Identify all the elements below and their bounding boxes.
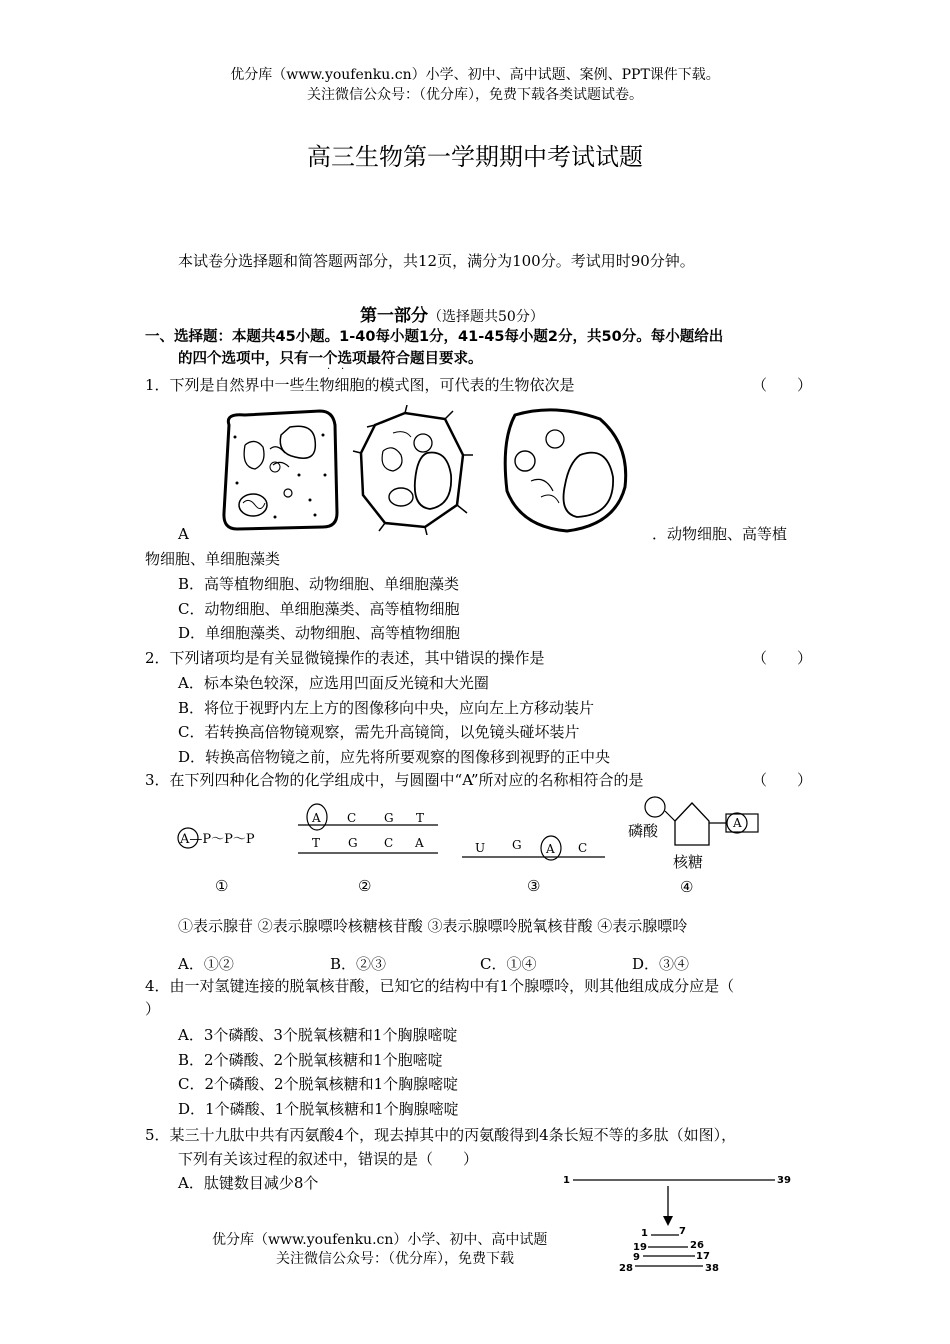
base-label: A (733, 816, 742, 830)
q1-option-a-letter: A (178, 525, 189, 543)
fig-label-4: ④ (680, 878, 694, 896)
plant-cell-figure (353, 405, 473, 535)
part-title: 第一部分 (360, 306, 428, 326)
footer-line-1: 优分库（www.youfenku.cn）小学、初中、高中试题 (212, 1232, 548, 1248)
q5-stem: 5．某三十九肽中共有丙氨酸4个，现去掉其中的丙氨酸得到4条长短不等的多肽（如图）， (145, 1126, 737, 1144)
piece-3-start: 9 (633, 1252, 640, 1263)
q5-option-a: A．肽键数目减少8个 (178, 1174, 319, 1192)
part-heading (360, 301, 544, 326)
dna-bottom-base: C (384, 836, 394, 850)
q3-notes: ①表示腺苷 ②表示腺嘌呤核糖核苷酸 ③表示腺嘌呤脱氧核苷酸 ④表示腺嘌呤 (178, 917, 688, 935)
dna-top-base: G (384, 811, 394, 825)
down-arrow-icon (663, 1216, 673, 1226)
atp-label: A—P～P～P (180, 832, 255, 847)
q5-stem-wrap: 下列有关该过程的叙述中，错误的是（ ） (178, 1150, 479, 1168)
q4-option-a: A．3个磷酸、3个脱氧核糖和1个胸腺嘧啶 (178, 1026, 458, 1044)
section-instruction-2: 的四个选项中，只有一个选项最符合题目要求。 (178, 351, 483, 367)
q1-option-d: D．单细胞藻类、动物细胞、高等植物细胞 (178, 624, 461, 642)
q2-option-a: A．标本染色较深，应选用凹面反光镜和大光圈 (178, 674, 489, 692)
footer-line-2: 关注微信公众号：（优分库），免费下载 (276, 1251, 514, 1267)
q4-option-b: B．2个磷酸、2个脱氧核糖和1个胞嘧啶 (178, 1051, 443, 1069)
q4-option-c: C．2个磷酸、2个脱氧核糖和1个胸腺嘧啶 (178, 1075, 459, 1093)
piece-1-start: 1 (641, 1228, 648, 1239)
q2-option-d: D．转换高倍物镜之前，应先将所要观察的图像移到视野的正中央 (178, 748, 611, 766)
q1-option-a-text: ．动物细胞、高等植 (652, 525, 788, 543)
q2-option-c: C．若转换高倍物镜观察，需先升高镜筒，以免镜头碰坏装片 (178, 723, 580, 741)
animal-cell-figure (224, 411, 337, 529)
q4-stem-wrap: ） (145, 1000, 161, 1018)
piece-4-start: 28 (619, 1263, 633, 1274)
ribose-pentagon (675, 803, 709, 845)
fig-label-1: ① (215, 877, 229, 895)
q1-answer-paren: （ ） (752, 376, 813, 394)
q1-option-b: B．高等植物细胞、动物细胞、单细胞藻类 (178, 575, 460, 593)
q1-option-c: C．动物细胞、单细胞藻类、高等植物细胞 (178, 600, 460, 618)
ribose-label: 核糖 (673, 853, 704, 871)
q2-stem: 2．下列诸项均是有关显微镜操作的表述，其中错误的操作是 (145, 649, 545, 667)
emphasis-dot: · (341, 364, 345, 375)
piece-3-end: 17 (696, 1251, 710, 1262)
rna-base: G (512, 838, 522, 852)
peptide-start: 1 (563, 1175, 570, 1186)
q2-answer-paren: （ ） (752, 649, 813, 667)
dna-bottom-base: A (415, 836, 424, 850)
q3-stem: 3．在下列四种化合物的化学组成中，与圆圈中“A”所对应的名称相符合的是 (145, 771, 644, 789)
piece-2-end: 26 (690, 1240, 704, 1251)
piece-2-start: 19 (633, 1242, 647, 1253)
dna-top-base: C (347, 811, 357, 825)
q1-cell-figures (215, 405, 635, 535)
dna-top-base: T (416, 811, 425, 825)
alga-cell-figure (505, 410, 626, 531)
part-subtitle: （选择题共50分） (428, 309, 544, 325)
dna-top-base: A (312, 811, 321, 825)
rna-base: C (578, 841, 588, 855)
page-title: 高三生物第一学期期中考试试题 (307, 143, 643, 171)
phosphate-bond (665, 811, 675, 821)
q1-stem: 1．下列是自然界中一些生物细胞的模式图，可代表的生物依次是 (145, 376, 575, 394)
intro-text: 本试卷分选择题和简答题两部分，共12页，满分为100分。考试用时90分钟。 (178, 252, 695, 270)
piece-4-end: 38 (705, 1263, 719, 1274)
section-instruction-1: 一、选择题：本题共45小题。1-40每小题1分，41-45每小题2分，共50分。每小题给出 (145, 329, 724, 345)
animal-cell-dots (234, 434, 327, 519)
q3-answer-paren: （ ） (752, 771, 813, 789)
emphasis-dot: · (327, 364, 331, 375)
q1-option-a-wrap: 物细胞、单细胞藻类 (145, 550, 281, 568)
header-line-1: 优分库（www.youfenku.cn）小学、初中、高中试题、案例、PPT课件下载。 (230, 67, 720, 83)
q3-option-a: A．①② (178, 955, 234, 973)
peptide-end: 39 (777, 1175, 791, 1186)
phosphate-circle (645, 797, 665, 817)
rna-base: U (475, 841, 486, 855)
q3-option-b: B．②③ (330, 955, 387, 973)
q3-option-d: D．③④ (632, 955, 690, 973)
q4-option-d: D．1个磷酸、1个脱氧核糖和1个胸腺嘧啶 (178, 1100, 459, 1118)
dna-bottom-base: G (348, 836, 358, 850)
q3-option-c: C．①④ (480, 955, 537, 973)
q2-option-b: B．将位于视野内左上方的图像移向中央，应向左上方移动装片 (178, 699, 595, 717)
phosphate-label: 磷酸 (628, 822, 659, 840)
q3-compound-figures (170, 795, 770, 900)
dna-bottom-base: T (312, 836, 321, 850)
q4-stem: 4．由一对氢键连接的脱氧核苷酸，已知它的结构中有1个腺嘌呤，则其他组成成分应是（ (145, 977, 735, 995)
rna-base: A (546, 842, 555, 856)
q5-peptide-figure (555, 1168, 805, 1276)
base-box (726, 814, 758, 832)
piece-1-end: 7 (679, 1226, 686, 1237)
fig-label-2: ② (358, 877, 372, 895)
header-line-2: 关注微信公众号：（优分库），免费下载各类试题试卷。 (307, 87, 643, 103)
fig-label-3: ③ (527, 877, 541, 895)
